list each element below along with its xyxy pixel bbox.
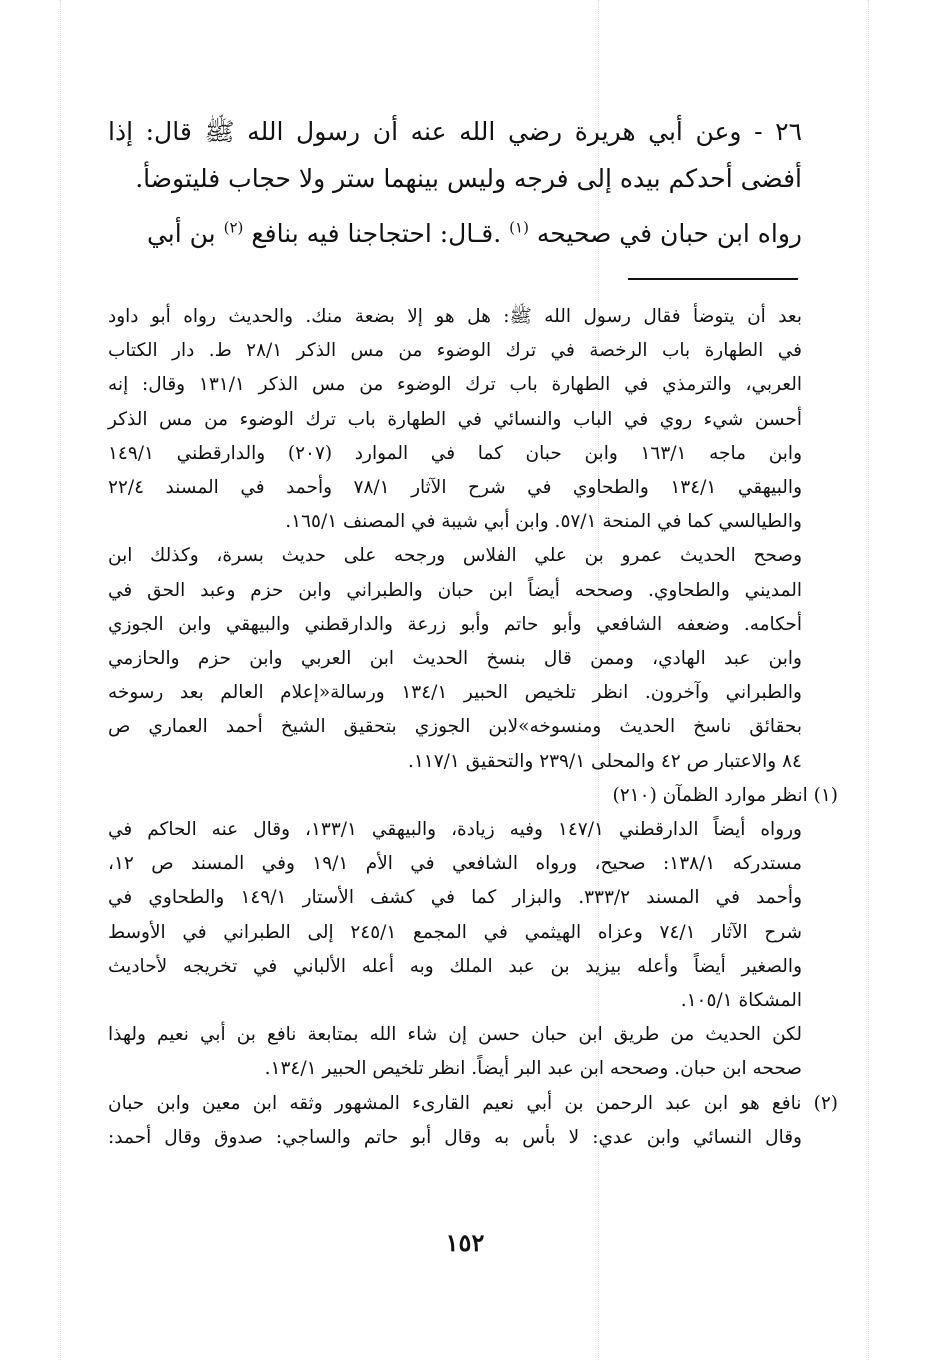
footnote-line: العربي، والترمذي في الطهارة باب ترك الوضوء من مس الذكر ١٣١/١ وقال: إنه <box>108 374 802 396</box>
footnote-line: المديني والطحاوي. وصححه أيضاً ابن حبان والطبراني وابن حزم وعبد الحق في <box>108 579 802 601</box>
footnote-marker-2: (٢) <box>223 218 244 237</box>
attribution-text: .قـال: احتجاجنا فيه بنافع <box>251 219 510 248</box>
footnote-line: مستدركه ١٣٨/١: صحيح، ورواه الشافعي في الأم ١٩/١ وفي المسند ص ١٢، <box>108 853 803 875</box>
attribution-line <box>108 210 802 257</box>
attribution-text: رواه ابن حبان في صحيحه <box>536 219 802 248</box>
footnote-line: في الطهارة باب الرخصة في ترك الوضوء من مس الذكر ٢٨/١ ط. دار الكتاب <box>108 340 802 362</box>
hadith-line: ٢٦ - وعن أبي هريرة رضي الله عنه أن رسول الله ﷺ قال: إذا <box>108 117 802 146</box>
footnote-line: بحقائق ناسخ الحديث ومنسوخه»لابن الجوزي بتحقيق الشيخ أحمد العماري ص <box>108 716 802 738</box>
page-number: ١٥٢ <box>445 1228 485 1257</box>
footnote-line: شرح الآثار ٧٤/١ وعزاه الهيثمي في المجمع ٢٤٥/١ إلى الطبراني في الأوسط <box>108 921 802 943</box>
footnote-line: ٨٤ والاعتبار ص ٤٢ والمحلى ٢٣٩/١ والتحقيق ١١٧/١. <box>407 750 802 772</box>
footnote-line: وصحح الحديث عمرو بن علي الفلاس ورجحه على حديث بسرة، وكذلك ابن <box>108 545 802 567</box>
footnote-line: لكن الحديث من طريق ابن حبان حسن إن شاء الله بمتابعة نافع بن أبي نعيم ولهذا <box>108 1024 802 1046</box>
footnote-line: ورواه أيضاً الدارقطني ١٤٧/١ وفيه زيادة، والبيهقي ١٣٣/١، وقال عنه الحاكم في <box>108 819 802 841</box>
footnote-line: والطبراني وآخرون. انظر تلخيص الحبير ١٣٤/١ ورسالة«إعلام العالم بعد رسوخه <box>108 682 802 704</box>
footnote-separator <box>628 278 798 280</box>
footnote-line: والصغير أيضاً وأعله بيزيد بن عبد الملك وبه أعله الألباني في تخريجه لأحاديث <box>108 955 802 977</box>
hadith-line: أفضى أحدكم بيده إلى فرجه وليس بينهما ستر ولا حجاب فليتوضأ. <box>135 164 802 193</box>
footnote-2-first-line: (٢) نافع هو ابن عبد الرحمن بن أبي نعيم القارىء المشهور وثقه ابن معين وابن حبان <box>108 1092 838 1114</box>
footnote-line: المشكاة ١٠٥/١. <box>680 990 802 1012</box>
attribution-text: بن أبي <box>146 219 216 248</box>
footnotes <box>108 300 838 1155</box>
footnote-line: وابن عبد الهادي، وممن قال بنسخ الحديث ابن العربي وابن حزم والحازمي <box>108 648 802 670</box>
main-text <box>108 108 802 257</box>
footnote-line: أحسن شيء روي في الباب والنسائي في الطهارة باب ترك الوضوء من مس الذكر <box>108 408 802 430</box>
scan-guide-line <box>60 0 61 1360</box>
footnote-marker-1: (١) <box>509 218 529 237</box>
footnote-1-heading: (١) انظر موارد الظمآن (٢١٠) <box>612 784 838 806</box>
footnote-line: أحكامه. وضعفه الشافعي وأبو حاتم وأبو زرعة والدارقطني والبيهقي وابن الجوزي <box>108 613 802 635</box>
footnote-line: صححه ابن حبان. وصححه ابن عبد البر أيضاً. انظر تلخيص الحبير ١٣٤/١. <box>264 1058 802 1080</box>
footnote-line: وأحمد في المسند ٣٣٣/٢. والبزار كما في كشف الأستار ١٤٩/١ والطحاوي في <box>108 887 803 909</box>
footnote-line: والبيهقي ١٣٤/١ والطحاوي في شرح الآثار ٧٨/١ وأحمد في المسند ٢٢/٤ <box>108 477 803 499</box>
scan-guide-line <box>868 0 869 1360</box>
footnote-line: بعد أن يتوضأ فقال رسول الله ﷺ: هل هو إلا بضعة منك. والحديث رواه أبو داود <box>108 306 802 327</box>
footnote-line: وقال النسائي وابن عدي: لا بأس به وقال أبو حاتم والساجي: صدوق وقال أحمد: <box>108 1126 802 1148</box>
footnote-line: والطيالسي كما في المنحة ٥٧/١. وابن أبي شيبة في المصنف ١٦٥/١. <box>285 511 802 533</box>
footnote-line: وابن ماجه ١٦٣/١ وابن حبان كما في الموارد (٢٠٧) والدارقطني ١٤٩/١ <box>108 442 803 464</box>
